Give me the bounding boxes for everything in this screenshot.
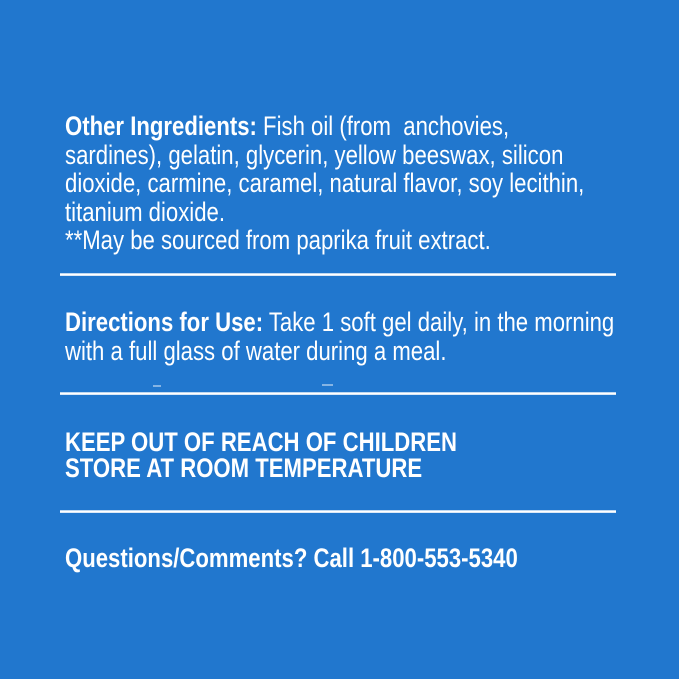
other-ingredients-heading: Other Ingredients: — [65, 111, 257, 141]
directions-heading: Directions for Use: — [65, 307, 264, 337]
paprika-source-footnote: **May be sourced from paprika fruit extract. — [65, 225, 491, 255]
storage-instruction-text: STORE AT ROOM TEMPERATURE — [65, 453, 423, 483]
contact-section — [65, 544, 518, 572]
directions-line-1: Directions for Use: Take 1 soft gel daily, in the morning — [65, 307, 615, 337]
separator-line-1 — [60, 273, 616, 276]
other-ingredients-line-1: Other Ingredients: Fish oil (from anchovies, — [65, 111, 510, 141]
directions-section — [65, 308, 614, 366]
warnings-section — [65, 429, 457, 481]
directions-line-2: with a full glass of water during a meal. — [65, 336, 447, 366]
other-ingredients-line-4: titanium dioxide. — [65, 196, 225, 227]
other-ingredients-line-3: dioxide, carmine, caramel, natural flavor, soy lecithin, — [65, 168, 585, 198]
other-ingredients-section — [65, 112, 584, 255]
separator-line-3 — [60, 510, 616, 513]
separator-line-2 — [60, 392, 616, 395]
print-artifact-dash-1 — [153, 385, 161, 387]
print-artifact-dash-2 — [322, 384, 333, 386]
contact-phone-text: Questions/Comments? Call 1-800-553-5340 — [65, 543, 518, 573]
keep-out-of-reach-text: KEEP OUT OF REACH OF CHILDREN — [65, 427, 457, 457]
other-ingredients-line-2: sardines), gelatin, glycerin, yellow beeswax, silicon — [65, 139, 564, 170]
